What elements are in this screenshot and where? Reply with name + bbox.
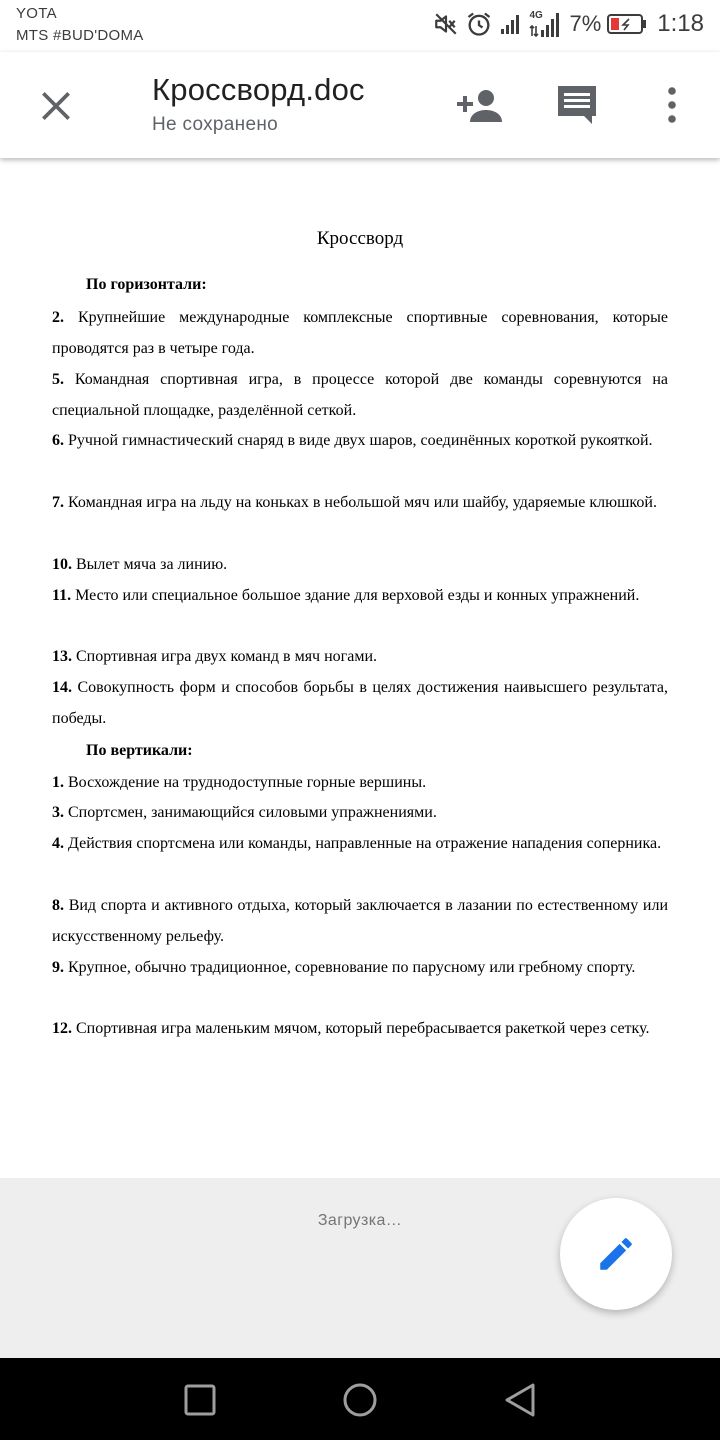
document-body[interactable] [0, 158, 720, 1178]
clue-text: Крупнейшие международные комплексные спортивные соревнования, которые проводятся раз в четыре года. [52, 309, 669, 357]
clue-number: 7. [52, 494, 64, 511]
clue-number: 1. [52, 774, 64, 791]
more-vert-icon [666, 87, 678, 123]
back-icon [503, 1382, 537, 1418]
home-icon [342, 1382, 378, 1418]
battery-icon [607, 13, 647, 35]
clue-number: 3. [52, 804, 64, 821]
clue-item [52, 487, 668, 518]
clue-item [52, 1013, 668, 1044]
clue-text: Командная спортивная игра, в процессе которой две команды соревнуются на специальной площадке, разделённой сеткой. [52, 371, 668, 419]
clue-text: Спортсмен, занимающийся силовыми упражнениями. [68, 804, 437, 821]
edit-pencil-icon [595, 1233, 637, 1275]
more-options-button[interactable] [650, 78, 694, 132]
back-button[interactable] [498, 1378, 542, 1422]
clue-number: 12. [52, 1020, 72, 1037]
clue-item [52, 641, 668, 672]
network-type-label: 4G [529, 10, 543, 21]
clue-text: Ручной гимнастический снаряд в виде двух шаров, соединённых короткой рукояткой. [68, 432, 653, 449]
clue-number: 5. [52, 371, 64, 388]
clue-item [52, 580, 668, 611]
status-icons [433, 8, 704, 40]
signal-icon [499, 12, 523, 36]
clue-item [52, 828, 668, 859]
clue-item [52, 890, 668, 952]
horizontal-section-label: По горизонтали: [86, 276, 207, 293]
clue-number: 14. [52, 679, 72, 696]
clue-text: Действия спортсмена или команды, направленные на отражение нападения соперника. [68, 835, 662, 852]
clue-item [52, 797, 668, 828]
carrier-name-primary: YOTA [16, 5, 57, 22]
signal-4g-icon [529, 10, 563, 38]
document-title: Кроссворд.doc [152, 72, 365, 107]
add-person-icon [456, 86, 504, 126]
recents-button[interactable] [178, 1378, 222, 1422]
clue-text: Место или специальное большое здание для верховой езды и конных упражнений. [75, 587, 640, 604]
clue-text: Спортивная игра двух команд в мяч ногами. [76, 648, 378, 665]
alarm-icon [465, 10, 493, 38]
clue-text: Совокупность форм и способов борьбы в целях достижения наивысшего результата, победы. [52, 679, 669, 727]
clue-number: 11. [52, 587, 72, 604]
clue-item [52, 549, 668, 580]
clue-item [52, 425, 668, 456]
save-status: Не сохранено [152, 114, 278, 135]
clue-text: Вылет мяча за линию. [76, 556, 228, 573]
system-navigation-bar [0, 1358, 720, 1440]
clue-number: 2. [52, 309, 64, 326]
close-icon [39, 89, 73, 123]
status-bar [0, 0, 720, 52]
vertical-section-label: По вертикали: [86, 742, 193, 759]
clue-text: Вид спорта и активного отдыха, который заключается в лазании по естественному или искусственному рельефу. [52, 897, 669, 945]
clue-item [52, 952, 668, 983]
clue-text: Командная игра на льду на коньках в небольшой мяч или шайбу, ударяемые клюшкой. [68, 494, 657, 511]
app-bar [0, 52, 720, 158]
clue-item [52, 767, 668, 798]
loading-text: Загрузка… [317, 1212, 403, 1229]
carrier-name-secondary: MTS #BUD'DOMA [16, 27, 144, 44]
clue-number: 9. [52, 959, 64, 976]
clue-number: 13. [52, 648, 72, 665]
clue-number: 10. [52, 556, 72, 573]
clue-item [52, 672, 668, 734]
clock: 1:18 [657, 10, 704, 37]
share-button[interactable] [452, 80, 508, 132]
loading-panel [0, 1178, 720, 1358]
clue-item [52, 302, 668, 364]
document-heading: Кроссворд [316, 228, 404, 249]
close-button[interactable] [26, 76, 86, 136]
edit-fab-button[interactable] [560, 1198, 672, 1310]
clue-item [52, 364, 668, 426]
battery-percent: 7% [569, 11, 602, 36]
mute-icon [433, 11, 459, 37]
home-button[interactable] [338, 1378, 382, 1422]
recents-icon [184, 1384, 216, 1416]
comments-button[interactable] [550, 78, 604, 132]
clue-number: 8. [52, 897, 64, 914]
clue-number: 6. [52, 432, 64, 449]
clue-text: Восхождение на труднодоступные горные вершины. [68, 774, 427, 791]
clue-text: Крупное, обычно традиционное, соревнование по парусному или гребному спорту. [68, 959, 636, 976]
clue-number: 4. [52, 835, 64, 852]
comment-icon [556, 84, 598, 126]
clue-text: Спортивная игра маленьким мячом, который перебрасывается ракеткой через сетку. [76, 1020, 650, 1037]
